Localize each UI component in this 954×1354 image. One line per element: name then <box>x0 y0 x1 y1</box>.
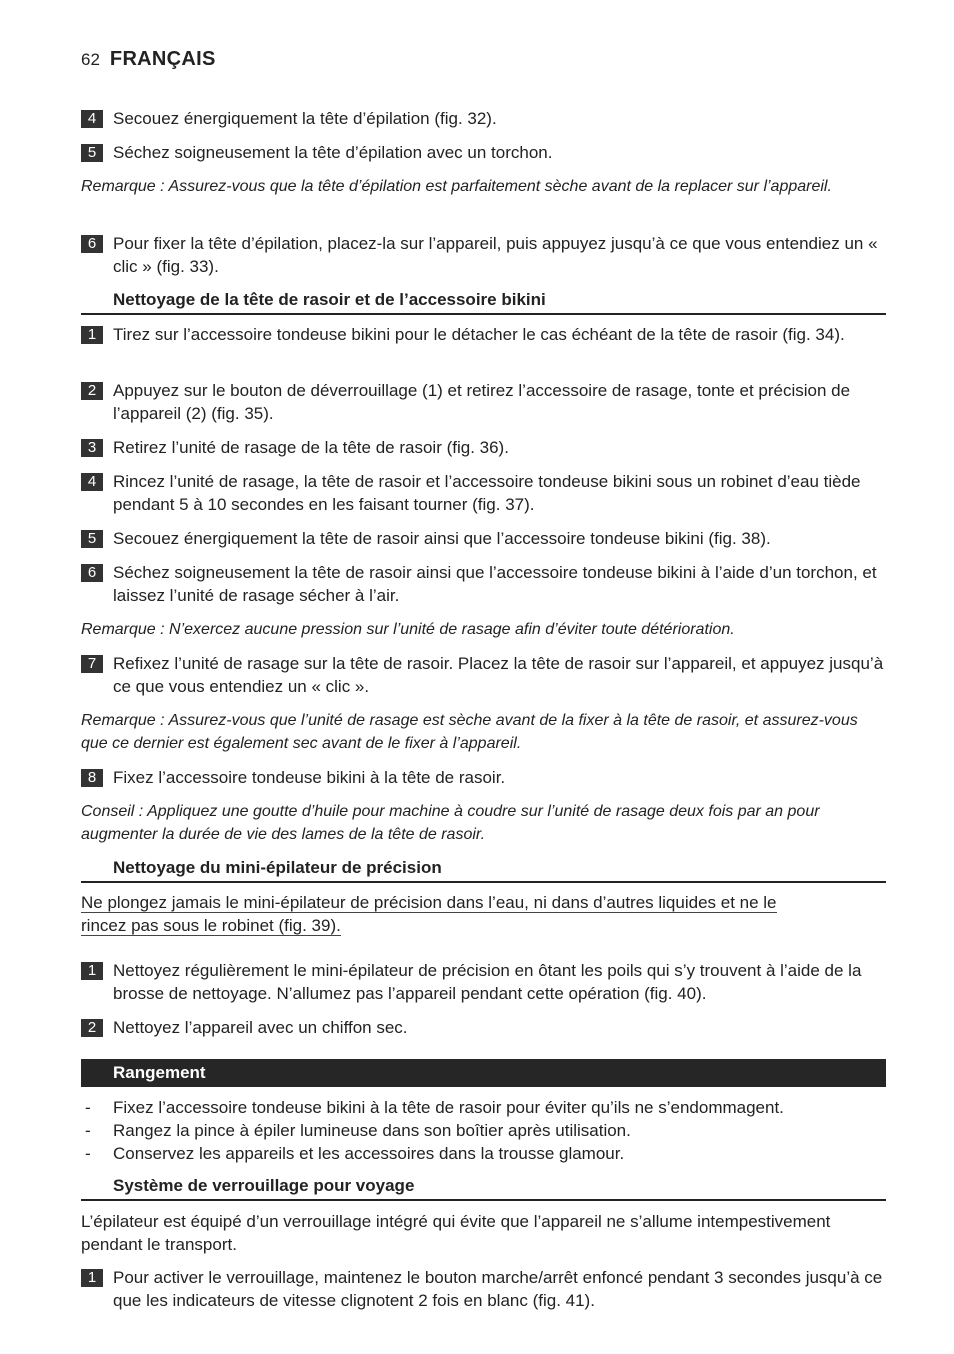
step-8 <box>81 766 887 789</box>
step-text: Nettoyez l’appareil avec un chiffon sec. <box>113 1018 408 1037</box>
step-5 <box>81 141 887 164</box>
step-number: 5 <box>81 144 103 162</box>
step-5 <box>81 527 887 550</box>
step-text: Appuyez sur le bouton de déverrouillage (1) et retirez l’accessoire de rasage, tonte et précision de l’appareil (2) (fig. 35). <box>113 381 851 423</box>
step-text: Pour fixer la tête d’épilation, placez-la sur l’appareil, puis appuyez jusqu’à ce que vous entendiez un « clic » (fig. 33). <box>113 234 878 276</box>
step-number: 1 <box>81 962 103 980</box>
list-item <box>81 1096 887 1119</box>
note: Remarque : Assurez-vous que la tête d’épilation est parfaitement sèche avant de la replacer sur l’appareil. <box>81 178 832 195</box>
step-number: 2 <box>81 1019 103 1037</box>
step-6 <box>81 232 887 278</box>
step-2 <box>81 1016 887 1039</box>
step-number: 5 <box>81 530 103 548</box>
step-2 <box>81 379 887 425</box>
step-text: Nettoyez régulièrement le mini-épilateur de précision en ôtant les poils qui s’y trouvent à l’aide de la brosse de nettoyage. N’allumez pas l’appareil pendant cette opération (fig. 40). <box>113 961 862 1003</box>
step-4 <box>81 107 887 130</box>
step-number: 1 <box>81 326 103 344</box>
step-text: Séchez soigneusement la tête de rasoir ainsi que l’accessoire tondeuse bikini à l’aide d’un torchon, et laissez l’unité de rasage sécher à l’air. <box>113 563 877 605</box>
section-heading-dark: Rangement <box>81 1059 886 1087</box>
warning-line <box>81 891 887 914</box>
step-1 <box>81 959 887 1005</box>
step-text: Retirez l’unité de rasage de la tête de rasoir (fig. 36). <box>113 438 509 457</box>
step-text: Rincez l’unité de rasage, la tête de rasoir et l’accessoire tondeuse bikini sous un robinet d’eau tiède pendant 5 à 10 secondes en les faisant tourner (fig. 37). <box>113 472 861 514</box>
step-text: Fixez l’accessoire tondeuse bikini à la tête de rasoir. <box>113 768 506 787</box>
list-item <box>81 1119 887 1142</box>
section-heading: Nettoyage de la tête de rasoir et de l’accessoire bikini <box>81 289 886 315</box>
section-heading: Nettoyage du mini-épilateur de précision <box>81 857 886 883</box>
warning-line-text: rincez pas sous le robinet (fig. 39). <box>81 916 341 935</box>
step-6 <box>81 561 887 607</box>
bullet-dash: - <box>85 1098 91 1117</box>
step-text: Secouez énergiquement la tête de rasoir ainsi que l’accessoire tondeuse bikini (fig. 38). <box>113 529 771 548</box>
step-1 <box>81 1266 887 1312</box>
list-item <box>81 1142 887 1165</box>
bullet-dash: - <box>85 1144 91 1163</box>
page-number: 62 <box>81 50 100 69</box>
tip: Conseil : Appliquez une goutte d’huile pour machine à coudre sur l’unité de rasage deux fois par an pour augmenter la durée de vie des lames de la tête de rasoir. <box>81 803 820 843</box>
list-item-text: Conservez les appareils et les accessoires dans la trousse glamour. <box>113 1144 625 1163</box>
warning-line-text: Ne plongez jamais le mini-épilateur de précision dans l’eau, ni dans d’autres liquides et ne le <box>81 893 777 912</box>
step-number: 7 <box>81 655 103 673</box>
warning-line <box>81 914 887 937</box>
step-number: 8 <box>81 769 103 787</box>
step-number: 4 <box>81 473 103 491</box>
step-1 <box>81 323 887 346</box>
list-item-text: Rangez la pince à épiler lumineuse dans son boîtier après utilisation. <box>113 1121 631 1140</box>
bullet-dash: - <box>85 1121 91 1140</box>
step-number: 6 <box>81 235 103 253</box>
step-3 <box>81 436 887 459</box>
step-number: 4 <box>81 110 103 128</box>
warning <box>81 891 887 937</box>
step-number: 3 <box>81 439 103 457</box>
page-header <box>81 48 216 71</box>
step-number: 2 <box>81 382 103 400</box>
step-text: Séchez soigneusement la tête d’épilation avec un torchon. <box>113 143 553 162</box>
note: Remarque : Assurez-vous que l’unité de rasage est sèche avant de la fixer à la tête de rasoir, et assurez-vous que ce dernier est également sec avant de le fixer à l’appareil. <box>81 712 858 752</box>
list-item-text: Fixez l’accessoire tondeuse bikini à la tête de rasoir pour éviter qu’ils ne s’endommagent. <box>113 1098 784 1117</box>
step-text: Tirez sur l’accessoire tondeuse bikini pour le détacher le cas échéant de la tête de rasoir (fig. 34). <box>113 325 845 344</box>
page-language: FRANÇAIS <box>109 48 216 70</box>
paragraph: L’épilateur est équipé d’un verrouillage intégré qui évite que l’appareil ne s’allume intempestivement pendant le transport. <box>81 1212 831 1254</box>
note: Remarque : N’exercez aucune pression sur l’unité de rasage afin d’éviter toute détérioration. <box>81 621 735 638</box>
section-heading: Système de verrouillage pour voyage <box>81 1175 886 1201</box>
step-4 <box>81 470 887 516</box>
step-text: Secouez énergiquement la tête d’épilation (fig. 32). <box>113 109 497 128</box>
step-number: 6 <box>81 564 103 582</box>
step-text: Pour activer le verrouillage, maintenez le bouton marche/arrêt enfoncé pendant 3 secondes jusqu’à ce que les indicateurs de vitesse clignotent 2 fois en blanc (fig. 41). <box>113 1268 883 1310</box>
step-7 <box>81 652 887 698</box>
step-number: 1 <box>81 1269 103 1287</box>
step-text: Refixez l’unité de rasage sur la tête de rasoir. Placez la tête de rasoir sur l’appareil, et appuyez jusqu’à ce que vous entendiez un « clic ». <box>113 654 884 696</box>
